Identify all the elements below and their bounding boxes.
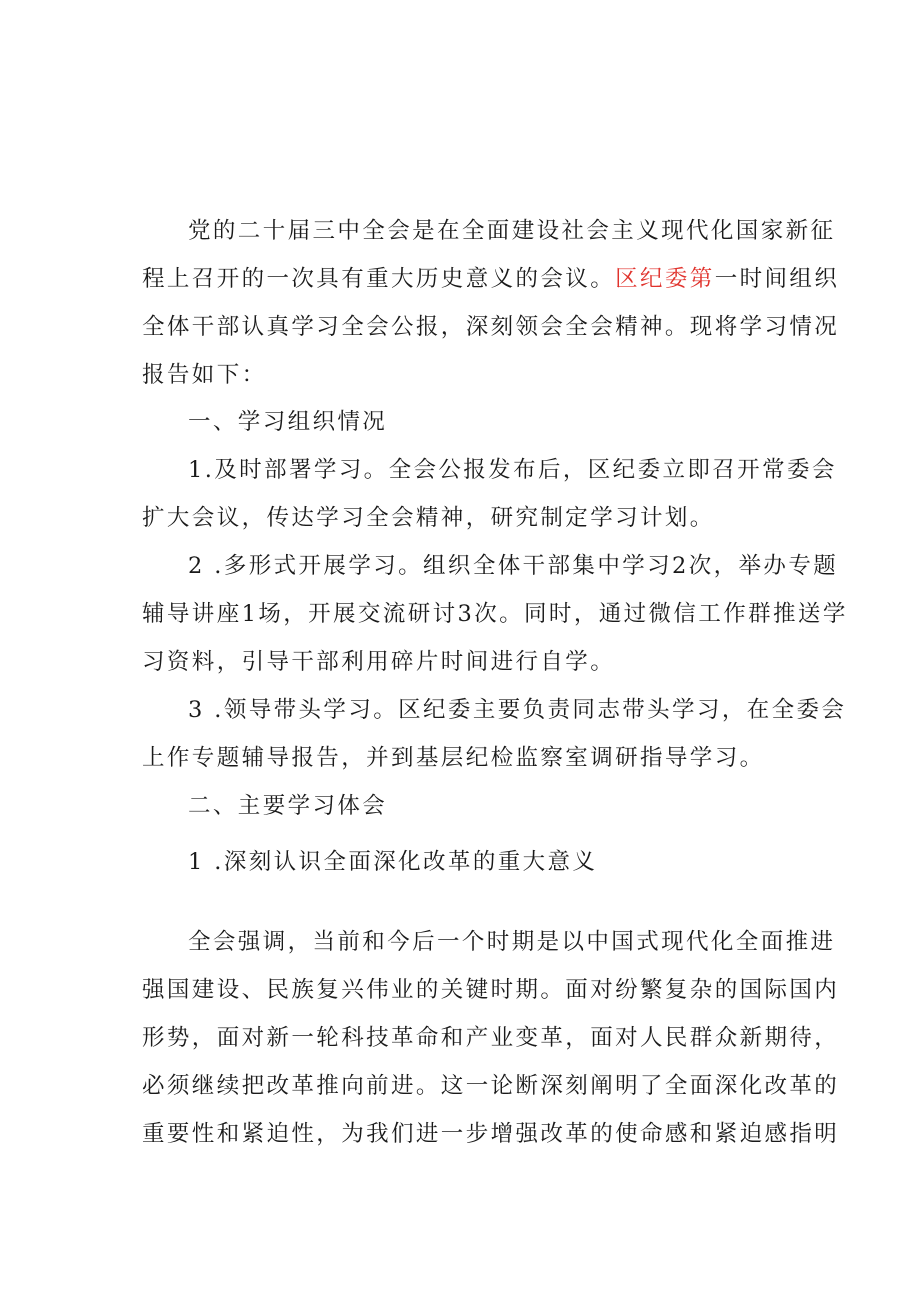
highlight-text: 区纪委第: [615, 266, 715, 292]
intro-line-2-text: 程上召开的一次具有重大历史意义的会议。: [142, 266, 616, 292]
section-2-subheading: 1 .深刻认识全面深化改革的重大意义: [188, 849, 598, 875]
section-2-para-line-2: 强国建设、民族复兴伟业的关键时期。面对纷繁复杂的国际国内: [142, 977, 840, 1003]
section-2-para-line-4: 必须继续把改革推向前进。这一论断深刻阐明了全面深化改革的: [142, 1073, 840, 1099]
section-1-item-1-line-1: 1.及时部署学习。全会公报发布后，区纪委立即召开常委会: [188, 457, 837, 483]
section-2-para-line-3: 形势，面对新一轮科技革命和产业变革，面对人民群众新期待，: [142, 1025, 840, 1051]
section-1-item-2-line-2: 辅导讲座1场，开展交流研讨3次。同时，通过微信工作群推送学: [142, 601, 848, 627]
section-1-item-2-line-1: 2 .多形式开展学习。组织全体干部集中学习2次，举办专题: [188, 553, 839, 579]
section-2-para-line-1: 全会强调，当前和今后一个时期是以中国式现代化全面推进: [188, 929, 836, 955]
section-2-heading: 二、主要学习体会: [188, 793, 388, 819]
intro-line-2-tail: 一时间组织: [714, 266, 840, 292]
section-1-item-1-line-2: 扩大会议，传达学习全会精神，研究制定学习计划。: [142, 505, 715, 531]
intro-line-4: 报告如下：: [142, 362, 267, 388]
section-1-heading: 一、学习组织情况: [188, 409, 388, 435]
section-1-item-3-line-2: 上作专题辅导报告，并到基层纪检监察室调研指导学习。: [142, 745, 765, 771]
section-2-para-line-5: 重要性和紧迫性，为我们进一步增强改革的使命感和紧迫感指明: [142, 1121, 840, 1147]
intro-line-2: [142, 264, 840, 294]
section-1-item-2-line-3: 习资料，引导干部利用碎片时间进行自学。: [142, 649, 616, 675]
intro-line-3: 全体干部认真学习全会公报，深刻领会全会精神。现将学习情况: [142, 314, 840, 340]
section-1-item-3-line-1: 3 .领导带头学习。区纪委主要负责同志带头学习，在全委会: [188, 697, 847, 723]
intro-line-1: 党的二十届三中全会是在全面建设社会主义现代化国家新征: [188, 218, 836, 244]
